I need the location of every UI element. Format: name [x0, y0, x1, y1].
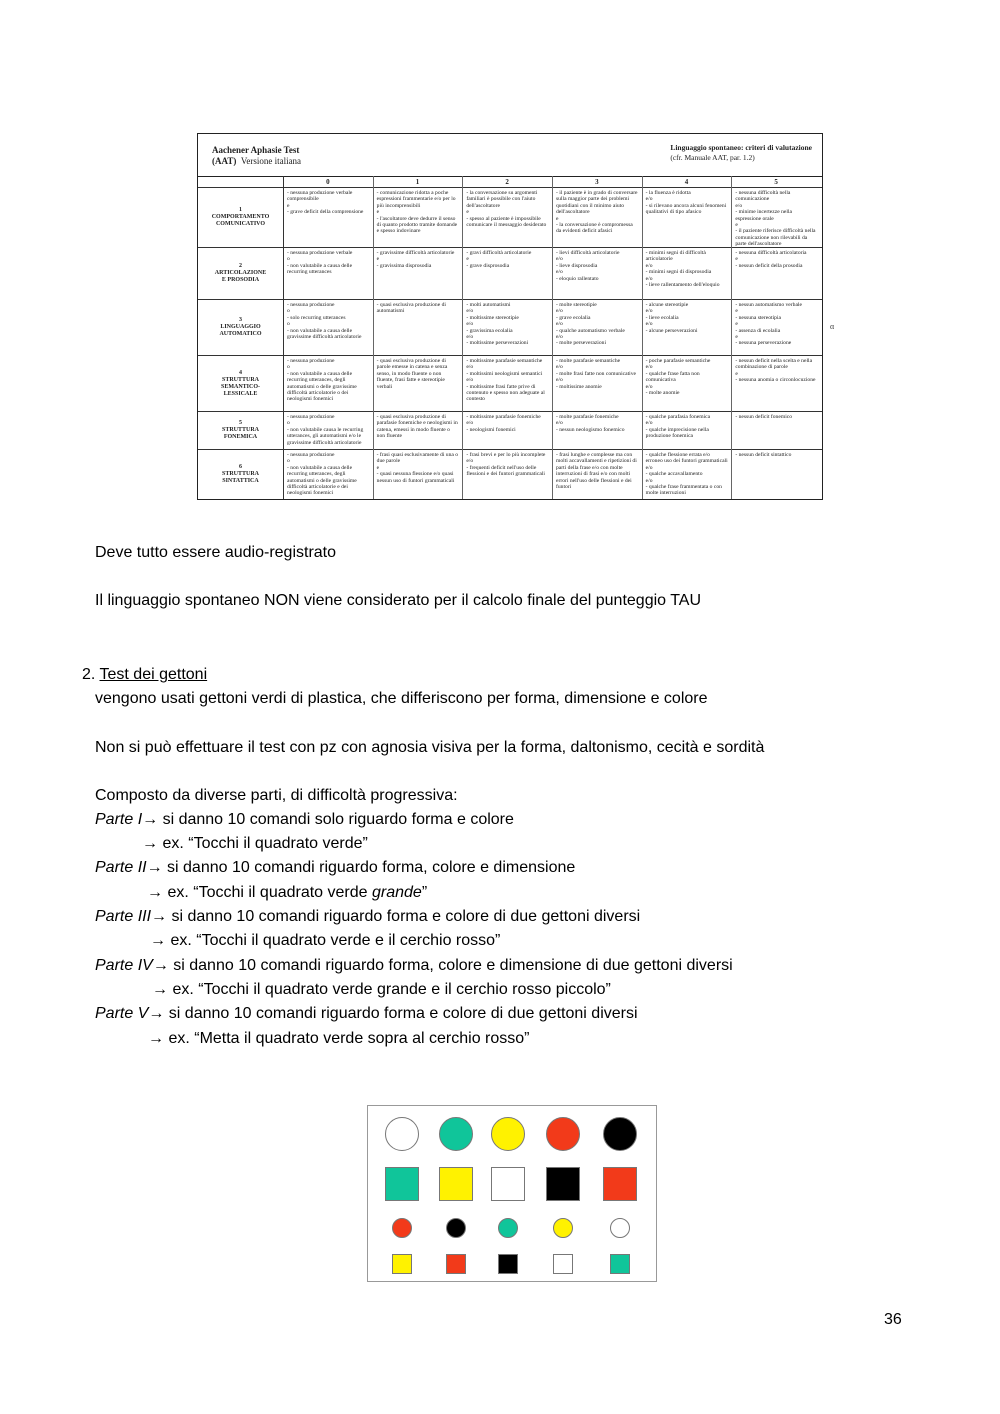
aat-table-cell: - nessuna produzione o - non valutabile a causa delle recurring utterances, degli automatismi o delle gravissime difficoltà articolatorie o dei neologismi fonemici	[287, 358, 357, 403]
part-4-example	[152, 980, 611, 1000]
aat-column-score: 4	[684, 178, 689, 186]
aat-table-cell: - nessuna produzione o - non valutabile a causa delle recurring utterances, degli automatismi o delle gravissime difficoltà articolatorie e dei neologismi fonemici	[287, 452, 357, 497]
part-4-example-text: ex. “Tocchi il quadrato verde grande e il cerchio rosso piccolo”	[168, 981, 611, 998]
aat-column-divider	[283, 176, 284, 500]
aat-column-header-row	[198, 176, 822, 188]
part-3-example-text: ex. “Tocchi il quadrato verde e il cerchio rosso”	[166, 932, 501, 949]
aat-title-abbrev: (AAT)	[212, 156, 237, 166]
large-white-circle-token	[385, 1117, 419, 1151]
aat-table-cell: - gravissime difficoltà articolatorie e - gravissima disprosodia	[376, 250, 455, 269]
aat-table-cell: - nessuna difficoltà articolatoria e - nessun deficit della prosodia	[735, 250, 807, 269]
page-number: 36	[884, 1311, 902, 1328]
part-2-example	[147, 883, 427, 903]
aat-table-row	[198, 248, 822, 300]
small-black-circle-token	[446, 1218, 466, 1238]
paragraph-exclusions: Non si può effettuare il test con pz con agnosia visiva per la forma, daltonismo, cecità e sordità	[95, 739, 765, 756]
paragraph-tau: Il linguaggio spontaneo NON viene considerato per il calcolo finale del punteggio TAU	[95, 592, 702, 609]
aat-table-cell: - nessun deficit sintattico	[735, 452, 792, 458]
aat-table-cell: - moltissime parafasie fonemiche e/o - neologismi fonemici	[466, 414, 541, 433]
aat-column-divider	[642, 176, 643, 500]
aat-table-row	[198, 450, 822, 500]
part-2-example-text: ex. “Tocchi il quadrato verde	[163, 884, 372, 901]
aat-table-cell: - qualche parafasia fonemica e/o - qualche imprecisione nella produzione fonemica	[645, 414, 711, 440]
aat-table-cell: - nessuna produzione verbale o - non valutabile a causa delle recurring utterances	[287, 250, 353, 276]
aat-table-cell: - lievi difficoltà articolatorie e/o - lieve disprosodia e/o - eloquio rallentato	[556, 250, 620, 282]
large-black-circle-token	[603, 1117, 637, 1151]
paragraph-gettoni: vengono usati gettoni verdi di plastica, che differiscono per forma, dimensione e colore	[95, 690, 708, 707]
part-1	[95, 810, 514, 830]
aat-table-cell: - nessuna produzione o - solo recurring utterances o - non valutabile a causa delle gravissime difficoltà articolatorie	[287, 302, 362, 341]
small-red-circle-token	[392, 1218, 412, 1238]
aat-column-divider	[462, 176, 463, 500]
large-yellow-square-token	[439, 1167, 473, 1201]
small-yellow-circle-token	[553, 1218, 573, 1238]
part-5-desc: si danno 10 comandi riguardo forma e colore di due gettoni diversi	[164, 1005, 638, 1022]
large-white-square-token	[491, 1167, 525, 1201]
aat-row-label: 4 STRUTTURA SEMANTICO- LESSICALE	[220, 369, 260, 397]
small-yellow-square-token	[392, 1254, 412, 1274]
aat-column-score: 1	[415, 178, 420, 186]
part-2-name: Parte II	[95, 859, 147, 876]
aat-row-label: 1 COMPORTAMENTO COMUNICATIVO	[211, 207, 270, 227]
aat-table-cell: - poche parafasie semantiche e/o - qualche frase fatta non comunicativa e/o - molte anomie	[645, 358, 711, 397]
arrow-icon: →	[151, 908, 168, 925]
large-green-circle-token	[439, 1117, 473, 1151]
aat-column-score: 5	[774, 178, 778, 186]
tokens-figure	[367, 1105, 657, 1282]
aat-table-cell: - nessuna difficoltà nella comunicazione e/o - minime incertezze nella espressione orale e - il paziente riferisce difficoltà nella comunicazione non rilevabili da parte dell'ascoltatore	[735, 190, 816, 247]
large-green-square-token	[385, 1167, 419, 1201]
aat-table-cell: - quasi esclusiva produzione di automatismi	[376, 302, 446, 315]
aat-table-cell: - gravi difficoltà articolatorie e - grave disprosodia	[466, 250, 532, 269]
large-black-square-token	[546, 1167, 580, 1201]
aat-table-cell: - molte parafasie semantiche e/o - molte frasi fatte non comunicative e/o - moltissime anomie	[556, 358, 636, 390]
aat-table-row	[198, 356, 822, 412]
large-red-square-token	[603, 1167, 637, 1201]
small-black-square-token	[498, 1254, 518, 1274]
aat-column-divider	[552, 176, 553, 500]
aat-table-cell: - molti automatismi e/o - moltissime stereotipie e/o - gravissima ecolalia e/o - moltissime perseverazioni	[466, 302, 529, 347]
part-5-example	[148, 1029, 530, 1049]
aat-column-divider	[373, 176, 374, 500]
aat-table-cell: - quasi esclusiva produzione di parafasie fonemiche e neologismi in catena, emessi in modo fluente o non fluente	[376, 414, 458, 440]
part-1-example-text: ex. “Tocchi il quadrato verde”	[158, 835, 368, 852]
section-heading	[82, 665, 207, 685]
aat-column-score: 2	[505, 178, 509, 186]
arrow-icon: →	[150, 932, 166, 949]
small-red-square-token	[446, 1254, 466, 1274]
aat-table-cell: - molte stereotipie e/o - grave ecolalia e/o - qualche automatismo verbale e/o - molte perseverazioni	[556, 302, 625, 347]
aat-row-label: 6 STRUTTURA SINTATTICA	[221, 464, 259, 484]
part-3	[95, 907, 640, 927]
aat-table-cell: - quasi esclusiva produzione di parole emesse in catena e senza senso, in modo fluente o non fluente, frasi fatte e stereotipie verbali	[376, 358, 448, 390]
aat-table-cell: - nessuna produzione o - non valutabile causa le recurring utterances, gli automatismi e/o le gravissime difficoltà articolatorie	[287, 414, 364, 446]
aat-table-cell: - la conversazione su argomenti familiari è possibile con l'aiuto dell'ascoltatore e - spesso al paziente è impossibile comunicare il messaggio desiderato	[466, 190, 547, 229]
small-green-square-token	[610, 1254, 630, 1274]
part-4-name: Parte IV	[95, 957, 153, 974]
side-mark: α	[830, 322, 835, 331]
aat-table-cell: - moltissime parafasie semantiche e/o - moltissimi neologismi semantici e/o - moltissime frasi fatte prive di contenuto e spesso non adeguate al contesto	[466, 358, 545, 403]
aat-table-cell: - frasi quasi esclusivamente di una o due parole e - quasi nessuna flessione e/o quasi nessun uso di funtori grammaticali	[376, 452, 459, 484]
aat-title	[212, 145, 301, 167]
aat-table-cell: - frasi lunghe e complesse ma con molti accavallamenti e ripetizioni di parti della frase e/o con molte interruzioni di frasi e/o con molti errori nell'uso delle flessioni e dei funtori	[556, 452, 637, 491]
aat-table-cell: - la fluenza è ridotta e/o - si rilevano ancora alcuni fenomeni qualitativi di tipo afasico	[645, 190, 727, 216]
part-3-name: Parte III	[95, 908, 152, 925]
aat-table-cell: - qualche flessione errata e/o erroneo uso dei funtori grammaticali e/o - qualche accavallamento e/o - qualche frase frammentata o con molte interruzioni	[645, 452, 728, 497]
aat-table-cell: - nessuna produzione verbale comprensibile e - grave deficit della comprensione	[287, 190, 364, 216]
aat-subtitle	[670, 143, 812, 163]
aat-table-cell: - nessun deficit fonemico	[735, 414, 793, 420]
aat-title-version: Versione italiana	[240, 156, 302, 166]
small-green-circle-token	[498, 1218, 518, 1238]
part-2-example-end: ”	[421, 884, 428, 901]
part-3-desc: si danno 10 comandi riguardo forma e colore di due gettoni diversi	[167, 908, 641, 925]
aat-column-divider	[731, 176, 732, 500]
section-number: 2.	[82, 666, 96, 683]
aat-subtitle-line1: Linguaggio spontaneo: criteri di valutazione	[670, 143, 812, 152]
aat-table-cell: - comunicazione ridotta a poche espressioni frammentarie e/o per lo più incomprensibili e - l'ascoltatore deve dedurre il senso di quanto prodotto tramite domande e spesso indovinare	[376, 190, 458, 235]
arrow-icon: →	[142, 811, 159, 828]
part-4	[95, 956, 733, 976]
part-5-name: Parte V	[95, 1005, 149, 1022]
arrow-icon: →	[148, 1030, 164, 1047]
arrow-icon: →	[148, 1005, 165, 1022]
aat-table-cell: - frasi brevi e per lo più incomplete e/o - frequenti deficit nell'uso delle flessioni e dei funtori grammaticali	[466, 452, 546, 478]
arrow-icon: →	[152, 981, 168, 998]
aat-table-cell: - molte parafasie fonemiche e/o - nessun neologismo fonemico	[556, 414, 625, 433]
large-yellow-circle-token	[491, 1117, 525, 1151]
part-5-example-text: ex. “Metta il quadrato verde sopra al cerchio rosso”	[164, 1030, 530, 1047]
aat-table-row	[198, 300, 822, 356]
part-1-desc: si danno 10 comandi solo riguardo forma e colore	[158, 811, 514, 828]
small-white-square-token	[553, 1254, 573, 1274]
aat-table-cell: - minimi segni di difficoltà articolatorie e/o - minimi segni di disprosodia e/o - lieve rallentamento dell'eloquio	[645, 250, 720, 289]
aat-row-label: 2 ARTICOLAZIONE E PROSODIA	[214, 263, 267, 283]
part-2	[95, 858, 575, 878]
part-1-name: Parte I	[95, 811, 143, 828]
small-white-circle-token	[610, 1218, 630, 1238]
part-5	[95, 1004, 638, 1024]
aat-title-line1: Aachener Aphasie Test	[212, 145, 300, 155]
part-2-desc: si danno 10 comandi riguardo forma, colore e dimensione	[162, 859, 576, 876]
aat-table-row	[198, 188, 822, 248]
arrow-icon: →	[146, 859, 163, 876]
arrow-icon: →	[152, 957, 169, 974]
part-3-example	[150, 931, 500, 951]
aat-table-cell: - nessun automatismo verbale e - nessuna stereotipia e - assenza di ecolalia e - nessuna perseverazione	[735, 302, 802, 347]
aat-table-cell: - nessun deficit nella scelta e nella combinazione di parole e - nessuna anomia o circonlocuzione	[735, 358, 816, 384]
part-4-desc: si danno 10 comandi riguardo forma, colore e dimensione di due gettoni diversi	[168, 957, 733, 974]
aat-column-score: 0	[326, 178, 330, 186]
aat-table-cell: - alcune stereotipie e/o - lieve ecolalia e/o - alcune perseverazioni	[645, 302, 698, 334]
section-title: Test dei gettoni	[99, 666, 208, 683]
aat-criteria-table	[197, 133, 823, 500]
paragraph-parts-intro: Composto da diverse parti, di difficoltà progressiva:	[95, 787, 458, 804]
large-red-circle-token	[546, 1117, 580, 1151]
arrow-icon: →	[142, 835, 158, 852]
aat-table-header	[198, 134, 822, 177]
aat-column-score: 3	[595, 178, 599, 186]
part-2-example-italic: grande	[372, 884, 422, 901]
aat-row-label: 5 STRUTTURA FONEMICA	[221, 420, 259, 440]
arrow-icon: →	[147, 884, 163, 901]
aat-table-cell: - il paziente è in grado di conversare sulla maggior parte dei problemi quotidiani con il minimo aiuto dell'ascoltatore e - la conversazione è compromessa da evidenti deficit afasici	[556, 190, 638, 235]
aat-subtitle-line2: (cfr. Manuale AAT, par. 1.2)	[670, 153, 755, 162]
aat-table-grid	[198, 176, 822, 500]
paragraph-audio: Deve tutto essere audio-registrato	[95, 544, 337, 561]
part-1-example	[142, 834, 368, 854]
aat-table-row	[198, 412, 822, 450]
aat-row-label: 3 LINGUAGGIO AUTOMATICO	[219, 317, 262, 337]
